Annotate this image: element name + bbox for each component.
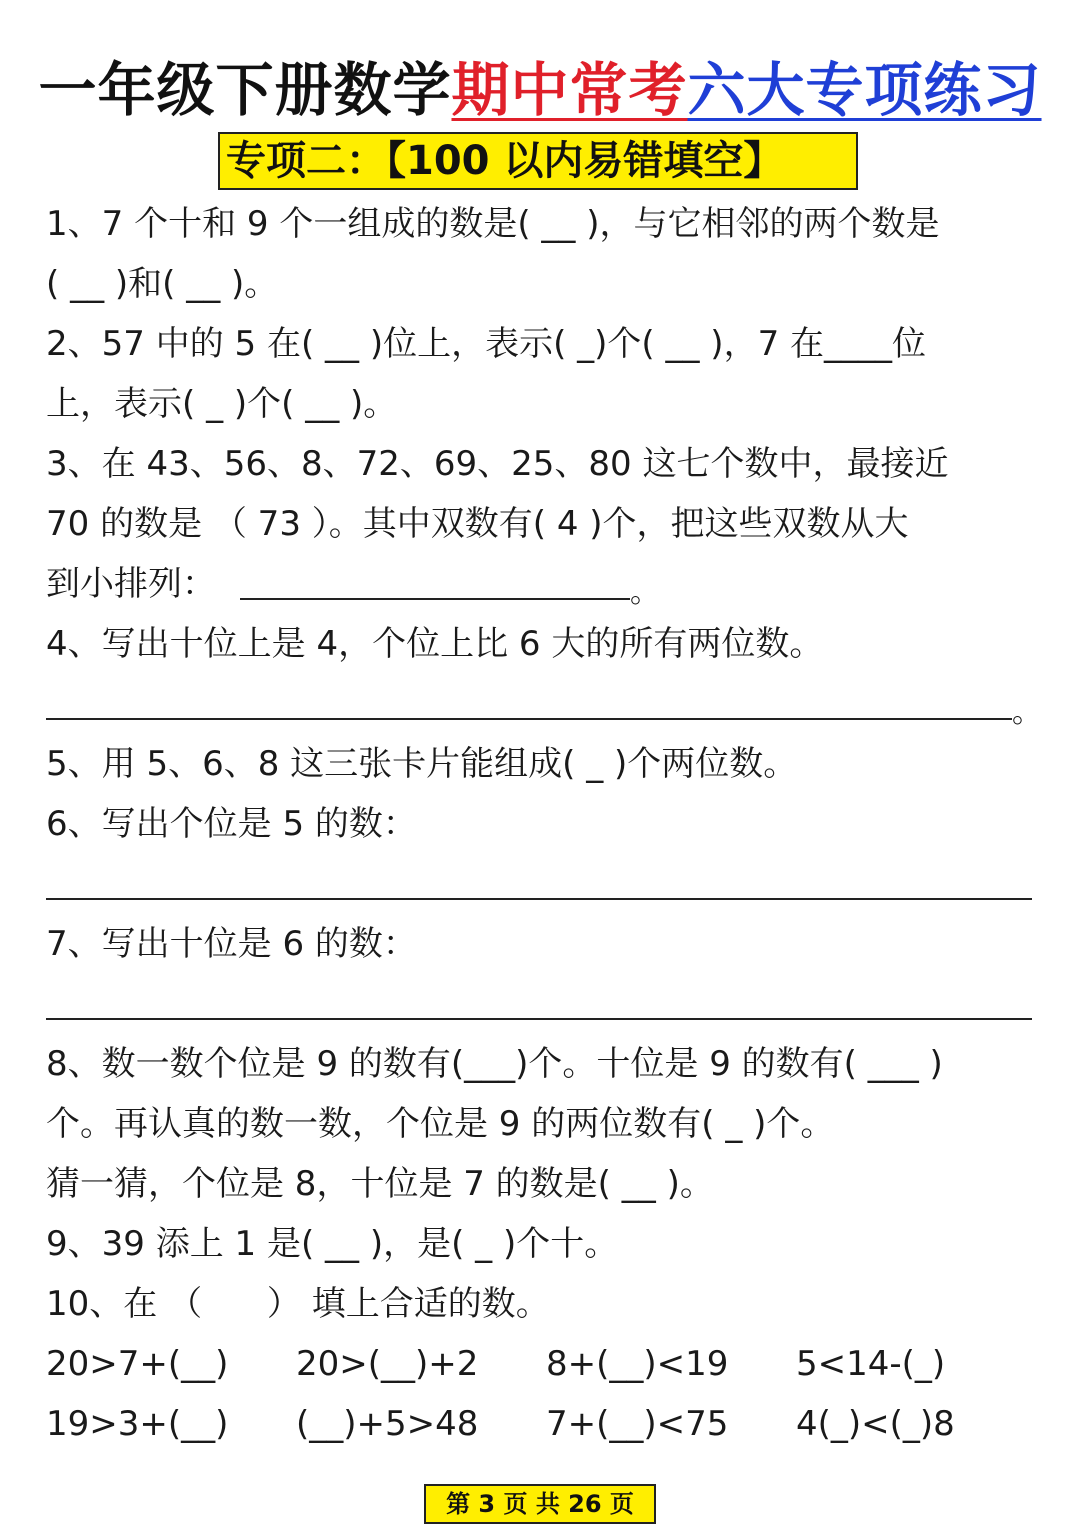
question-3-line-3: 到小排列： bbox=[46, 564, 216, 604]
question-3-line-2: 70 的数是 （ 73 ）。其中双数有( 4 )个，把这些双数从大 bbox=[46, 504, 909, 544]
question-10-line-1: 10、在 （ ） 填上合适的数。 bbox=[46, 1284, 550, 1324]
question-5-line-1: 5、用 5、6、8 这三张卡片能组成( _ )个两位数。 bbox=[46, 744, 798, 784]
question-1-line-2: ( __ )和( __ )。 bbox=[46, 264, 279, 304]
inequality-item: 7+(__)<75 bbox=[546, 1404, 729, 1444]
question-8-line-1: 8、数一数个位是 9 的数有(___)个。十位是 9 的数有( ___ ) bbox=[46, 1044, 943, 1084]
answer-line bbox=[46, 1018, 1032, 1020]
inequality-item: (__)+5>48 bbox=[296, 1404, 479, 1444]
page-title bbox=[0, 48, 1080, 132]
inequality-item: 4(_)<(_)8 bbox=[796, 1404, 955, 1444]
question-9-line-1: 9、39 添上 1 是( __ )，是( _ )个十。 bbox=[46, 1224, 619, 1264]
inequality-item: 19>3+(__) bbox=[46, 1404, 229, 1444]
answer-line bbox=[46, 718, 1012, 720]
question-3-line-1: 3、在 43、56、8、72、69、25、80 这七个数中，最接近 bbox=[46, 444, 949, 484]
title-midterm: 期中常考 bbox=[451, 56, 688, 124]
question-8-line-3: 猜一猜，个位是 8，十位是 7 的数是( __ )。 bbox=[46, 1164, 714, 1204]
answer-line bbox=[46, 898, 1032, 900]
question-6-line-1: 6、写出个位是 5 的数： bbox=[46, 804, 417, 844]
page-number: 第 3 页 共 26 页 bbox=[424, 1484, 656, 1524]
question-1-line-1: 1、7 个十和 9 个一组成的数是( __ )，与它相邻的两个数是 bbox=[46, 204, 940, 244]
inequality-item: 20>7+(__) bbox=[46, 1344, 229, 1384]
inequality-item: 20>(__)+2 bbox=[296, 1344, 479, 1384]
period: 。 bbox=[1012, 695, 1042, 730]
answer-line bbox=[240, 598, 630, 600]
title-grade: 一年级下册数学 bbox=[38, 56, 452, 124]
question-7-line-1: 7、写出十位是 6 的数： bbox=[46, 924, 417, 964]
question-2-line-1: 2、57 中的 5 在( __ )位上，表示( _)个( __ )，7 在____位 bbox=[46, 324, 927, 364]
period: 。 bbox=[630, 575, 660, 610]
inequality-item: 5<14-(_) bbox=[796, 1344, 946, 1384]
section-subtitle: 专项二：【100 以内易错填空】 bbox=[218, 132, 858, 190]
question-2-line-2: 上，表示( _ )个( __ )。 bbox=[46, 384, 398, 424]
title-topics: 六大专项练习 bbox=[687, 56, 1042, 124]
inequality-item: 8+(__)<19 bbox=[546, 1344, 729, 1384]
question-4-line-1: 4、写出十位上是 4，个位上比 6 大的所有两位数。 bbox=[46, 624, 824, 664]
question-8-line-2: 个。再认真的数一数，个位是 9 的两位数有( _ )个。 bbox=[46, 1104, 835, 1144]
